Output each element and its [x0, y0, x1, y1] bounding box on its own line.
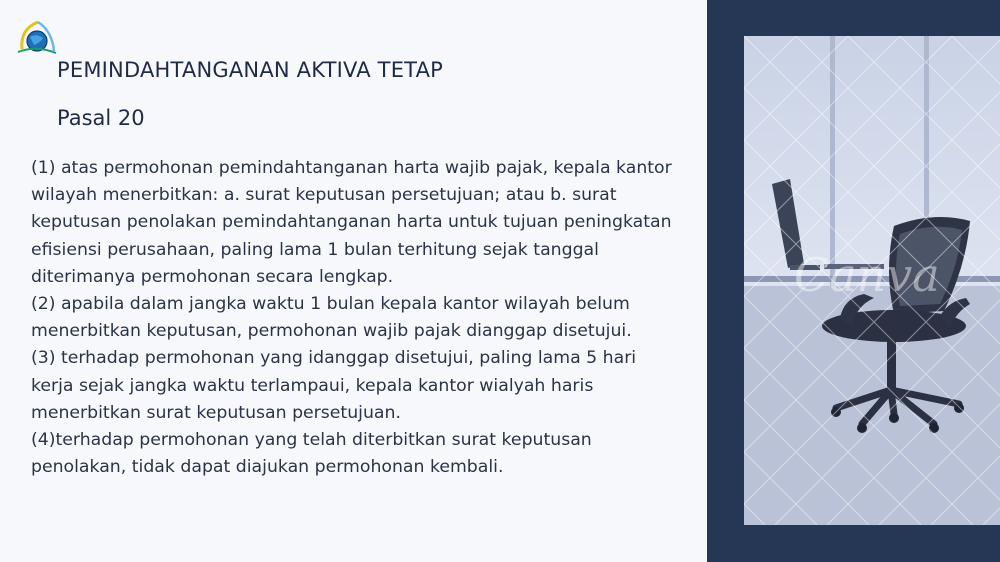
slide-title: PEMINDAHTANGANAN AKTIVA TETAP	[57, 58, 443, 82]
paragraph-1: (1) atas permohonan pemindahtanganan harta wajib pajak, kepala kantor wilayah menerbitkan: a. surat keputusan persetujuan; atau b. surat keputusan penolakan pemindahtanganan harta untuk tujuan peningkatan efisiensi perusahaan, paling lama 1 bulan terhitung sejak tanggal diterimanya permohonan secara lengkap.	[31, 158, 672, 287]
globe-logo-icon	[16, 19, 58, 57]
paragraph-2: (2) apabila dalam jangka waktu 1 bulan kepala kantor wilayah belum menerbitkan keputusan, permohonan wajib pajak dianggap disetujui.	[31, 294, 632, 342]
paragraph-4: (4)terhadap permohonan yang telah diterbitkan surat keputusan penolakan, tidak dapat diajukan permohonan kembali.	[31, 430, 592, 478]
slide-subtitle: Pasal 20	[57, 106, 145, 130]
paragraph-3: (3) terhadap permohonan yang idanggap disetujui, paling lama 5 hari kerja sejak jangka waktu terlampaui, kepala kantor wialyah haris menerbitkan surat keputusan persetujuan.	[31, 348, 637, 423]
canva-watermark: Canva	[794, 248, 940, 302]
body-text	[31, 155, 681, 481]
office-chair-photo	[744, 36, 1000, 525]
